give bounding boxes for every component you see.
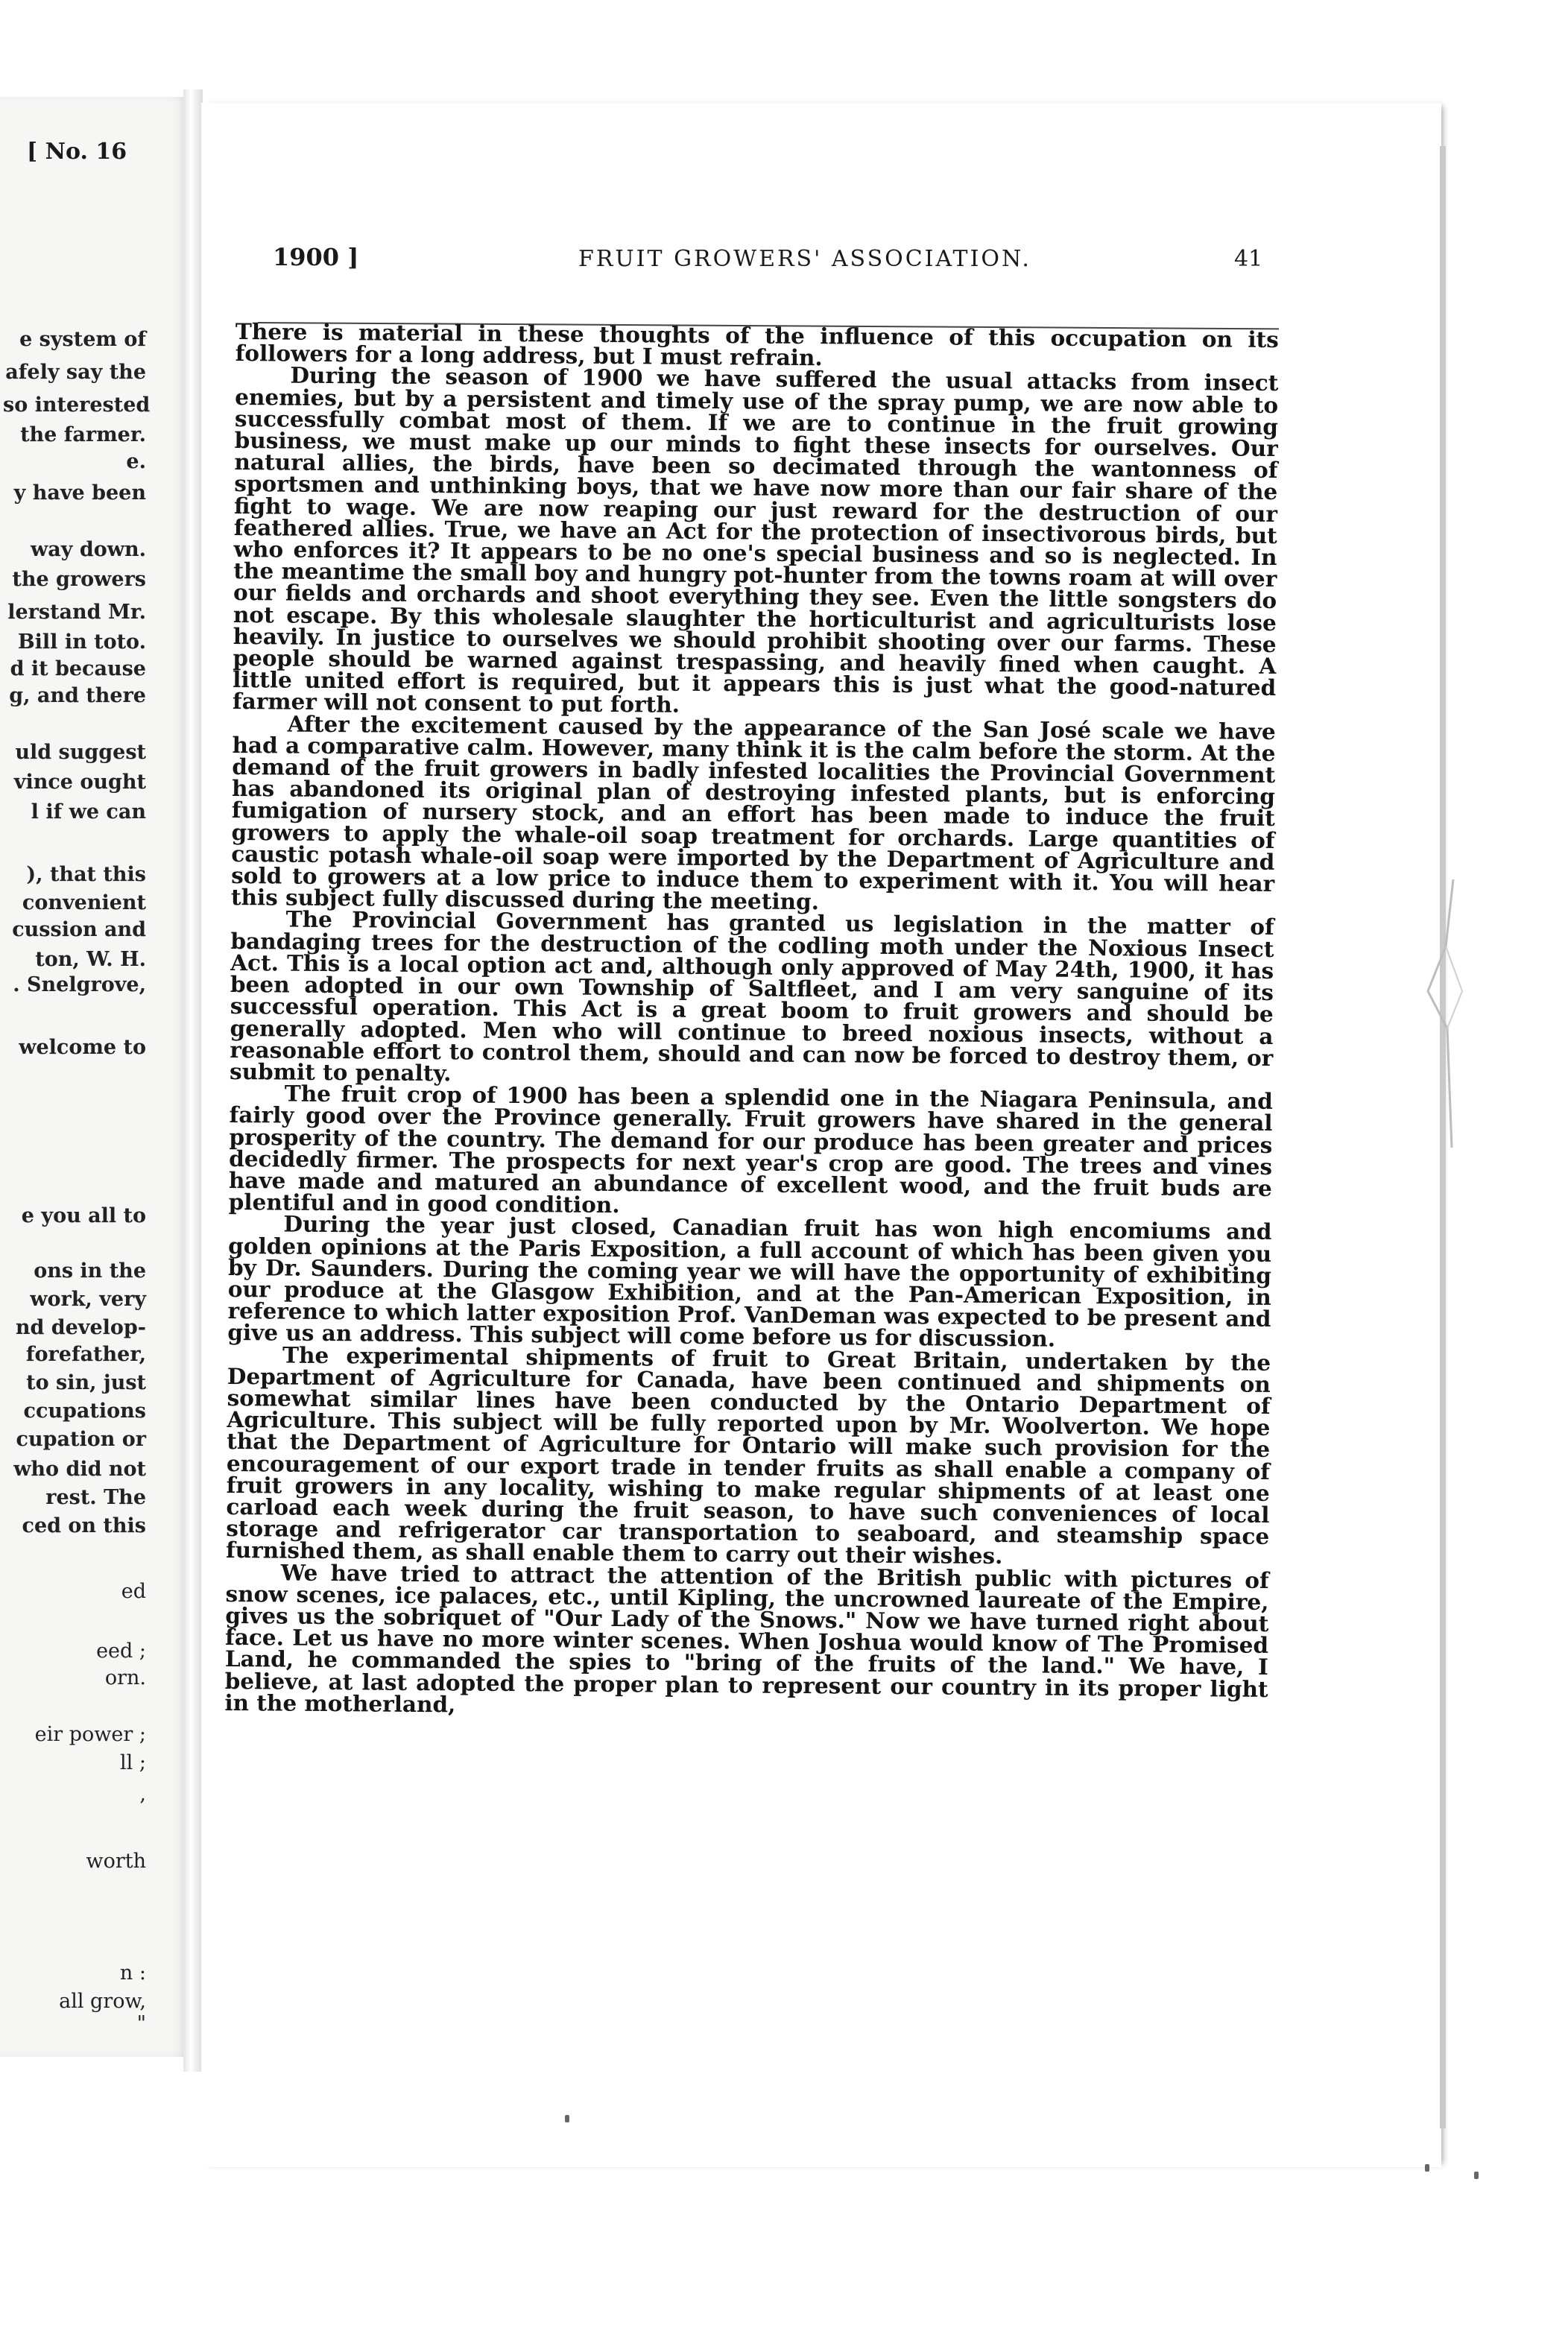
left-page-line: g, and there: [9, 684, 146, 707]
paragraph: The experimental shipments of fruit to Great Britain, undertaken by the Department of Agriculture for Canada, have been continued and shipments on somewhat similar lines have been conducted by the Ontario Department of Agriculture. This subject will be fully reported upon by Mr. Woolverton. We hope that the Department of Agriculture for Ontario will make such provision for the encouragement of our export trade in tender fruits as shall enable a company of fruit growers in any locality, wishing to make regular shipments of at least one carload each week during the fruit season, to have such conveniences of local storage and refrigerator car transportation to seaboard, and steamship space furnished them, as shall enable them to carry out their wishes.: [225, 1341, 1271, 1569]
left-page-line: the growers: [12, 568, 146, 591]
page-number: 41: [1234, 246, 1263, 272]
left-page-line: the farmer.: [20, 423, 146, 446]
paragraph: During the year just closed, Canadian fruit has won high encomiums and golden opinions at the Paris Exposition, a full account of which has been given you by Dr. Saunders. During the coming year we will have the opportunity of exhibiting our produce at the Glasgow Exhibition, and at the Pan-American Exposition, in reference to which latter exposition Prof. VanDeman was expected to be present and give us an address. This subject will come before us for discussion.: [227, 1210, 1272, 1353]
left-page-line: convenient: [22, 891, 146, 914]
left-page-line: ,: [139, 1783, 146, 1806]
book-gutter: [183, 89, 203, 2072]
left-page-line: work, very: [30, 1288, 146, 1311]
left-page-line: lerstand Mr.: [7, 601, 146, 624]
left-page-header: [ No. 16: [27, 139, 127, 165]
left-page-line: so interested: [3, 393, 151, 417]
ink-speck: [565, 2115, 569, 2122]
left-page-line: cupation or: [16, 1428, 146, 1451]
running-head-title: FRUIT GROWERS' ASSOCIATION.: [578, 246, 1031, 272]
left-page-line: eed ;: [96, 1640, 146, 1663]
left-page-line: ), that this: [26, 863, 146, 886]
paragraph: There is material in these thoughts of the influence of this occupation on its followers for a long address, but I must refrain.: [235, 318, 1279, 371]
left-page-line: afely say the: [5, 361, 146, 384]
left-page-line: orn.: [104, 1666, 146, 1689]
running-head: [273, 238, 1271, 283]
left-page-line: way down.: [31, 538, 146, 561]
left-page-line: d it because: [10, 657, 146, 680]
paragraph: We have tried to attract the attention of the British public with pictures of snow scenes, ice palaces, etc., until Kipling, the uncrowned laureate of the Empire, gives us the sobriquet of "Our Lady of the Snows." Now we have turned right about face. Let us have no more winter scenes. When Joshua would know of The Promised Land, he commanded the spies to "bring of the fruits of the land." We have, I believe, at last adopted the proper plan to represent our country in its proper light in the motherland,: [224, 1559, 1269, 1718]
left-page-line: ons in the: [34, 1259, 146, 1283]
left-page-line: e system of: [19, 328, 146, 351]
left-page-line: welcome to: [19, 1036, 146, 1059]
left-page-line: Bill in toto.: [17, 630, 146, 654]
left-page-line: e you all to: [21, 1204, 146, 1227]
left-page-line: cussion and: [12, 918, 146, 941]
left-page-line: . Snelgrove,: [13, 973, 146, 996]
body-text: [224, 320, 1279, 1721]
left-page-line: ccupations: [23, 1400, 146, 1423]
left-page-line: rest. The: [45, 1486, 146, 1509]
left-page-line: ton, W. H.: [35, 948, 146, 971]
left-page-line: uld suggest: [15, 741, 146, 764]
left-page-line: y have been: [13, 481, 146, 505]
ink-speck: [1474, 2172, 1479, 2179]
left-page-line: ": [136, 2012, 146, 2035]
left-page-line: ced on this: [22, 1514, 146, 1537]
running-head-year: 1900 ]: [273, 243, 359, 271]
left-page-line: l if we can: [31, 800, 146, 823]
thread-mark: [1423, 879, 1468, 1148]
left-page-line: ed: [121, 1580, 146, 1603]
paragraph: The fruit crop of 1900 has been a splendid one in the Niagara Peninsula, and fairly good over the Province generally. Fruit growers have shared in the general prosperity of the country. The demand for our produce has been greater and prices decidedly firmer. The prospects for next year's crop are good. The trees and vines have made and matured an abundance of excellent wood, and the fruit buds are plentiful and in good condition.: [228, 1080, 1273, 1218]
left-page-line: vince ought: [13, 771, 146, 794]
left-page-line: ll ;: [120, 1751, 146, 1774]
left-page-line: forefather,: [25, 1343, 146, 1366]
ink-speck: [1425, 2164, 1429, 2172]
paragraph: The Provincial Government has granted us legislation in the matter of bandaging trees for the destruction of the codling moth under the Noxious Insect Act. This is a local option act and, although only approved of May 24th, 1900, it has been adopted in our own Township of Saltfleet, and I am very sanguine of its successful operation. This Act is a great boom to fruit growers and should be generally adopted. Men who will continue to breed noxious insects, without a reasonable effort to control them, should and can now be forced to destroy them, or submit to penalty.: [229, 906, 1274, 1087]
paragraph: After the excitement caused by the appearance of the San José scale we have had a comparative calm. However, many think it is the calm before the storm. At the demand of the fruit growers in badly infested localities the Provincial Government has abandoned its original plan of destroying infested plants, but is enforcing fumigation of nursery stock, and an effort has been made to induce the fruit growers to apply the whale-oil soap treatment for orchards. Large quantities of caustic potash whale-oil soap were imported by the Department of Agriculture and sold to growers at a low price to induce them to experiment with it. You will hear this subject fully discussed during the meeting.: [230, 710, 1276, 915]
left-page-line: who did not: [13, 1458, 146, 1481]
left-page-line: e.: [126, 450, 146, 473]
left-page-line: n :: [119, 1961, 146, 1985]
left-page-line: nd develop-: [15, 1316, 146, 1339]
previous-page: [0, 97, 192, 2057]
paragraph: During the season of 1900 we have suffered the usual attacks from insect enemies, but by a persistent and timely use of the spray pump, we are now able to successfully combat most of them. If we are to continue in the fruit growing business, we must make up our minds to fight these insects for ourselves. Our natural allies, the birds, have been so decimated through the wantonness of sportsmen and unthinking boys, that we have now more than our fair share of the fight to wage. We are now reaping our just reward for the destruction of our feathered allies. True, we have an Act for the protection of insectivorous birds, but who enforces it? It appears to be no one's special business and so is neglected. In the meantime the small boy and hungry pot-hunter from the towns roam at will over our fields and orchards and shoot everything they see. Even the little songsters do not escape. By this wholesale slaughter the horticulturist and agriculturists lose heavily. In justice to ourselves we should prohibit shooting over our farms. These people should be warned against trespassing, and heavily fined when caught. A little united effort is required, but it appears this is just what the good-natured farmer will not consent to put forth.: [232, 361, 1279, 718]
left-page-line: to sin, just: [26, 1371, 146, 1394]
left-page-line: eir power ;: [34, 1723, 146, 1746]
left-page-line: worth: [86, 1850, 146, 1873]
left-page-line: all grow,: [59, 1990, 146, 2013]
